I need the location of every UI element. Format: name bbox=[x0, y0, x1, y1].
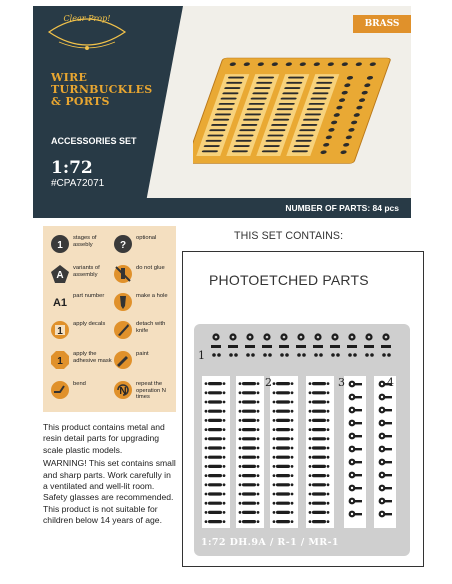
brass-turnbuckle bbox=[245, 113, 262, 115]
paint-icon bbox=[113, 350, 133, 370]
legend-item bbox=[113, 232, 175, 260]
brass-turnbuckle bbox=[267, 135, 284, 137]
brass-turnbuckle bbox=[235, 140, 252, 142]
product-notes bbox=[43, 422, 178, 529]
brass-turnbuckle bbox=[305, 113, 322, 115]
number-circle-icon bbox=[50, 234, 70, 254]
brass-turnbuckle bbox=[232, 150, 249, 152]
fret-marking: 1:72 DH.9A / R-1 / MR-1 bbox=[201, 537, 339, 548]
mask-octagon-icon bbox=[50, 350, 70, 370]
brass-turnbuckle bbox=[241, 124, 258, 126]
legend-label: apply decals bbox=[73, 321, 106, 327]
product-title bbox=[51, 72, 161, 108]
legend-glyph: 1 bbox=[57, 356, 63, 367]
brass-turnbuckle bbox=[265, 140, 282, 142]
box-art bbox=[33, 6, 411, 218]
variant-pentagon-icon bbox=[50, 264, 70, 284]
brass-turnbuckle bbox=[205, 140, 222, 142]
brass-turnbuckle bbox=[202, 150, 219, 152]
brass-turnbuckle bbox=[277, 108, 294, 110]
legend-item bbox=[113, 262, 175, 290]
legend-label: variants of assembly bbox=[73, 265, 100, 278]
brass-turnbuckle bbox=[273, 119, 290, 121]
brass-turnbuckle bbox=[275, 113, 292, 115]
brass-turnbuckle bbox=[248, 103, 265, 105]
legend-item bbox=[50, 378, 112, 406]
brass-turnbuckle bbox=[318, 77, 335, 79]
legend-label: repeat the operation N times bbox=[136, 381, 166, 401]
description-text: This product contains metal and resin detail parts for upgrading scale plastic models. bbox=[43, 422, 165, 455]
legend-glyph: A1 bbox=[52, 297, 68, 309]
product-code: #CPA72071 bbox=[51, 178, 105, 189]
legend-item bbox=[50, 232, 112, 260]
legend-glyph: N bbox=[119, 386, 127, 397]
brass-turnbuckle bbox=[262, 150, 279, 152]
brass-turnbuckle bbox=[297, 135, 314, 137]
brass-turnbuckle bbox=[301, 124, 318, 126]
product-subtitle: ACCESSORIES SET bbox=[51, 136, 137, 146]
brass-turnbuckle bbox=[243, 119, 260, 121]
brass-turnbuckle bbox=[310, 98, 327, 100]
brass-turnbuckle bbox=[217, 108, 234, 110]
brass-fret-image bbox=[193, 50, 393, 190]
decal-icon bbox=[50, 320, 70, 340]
brass-turnbuckle bbox=[209, 129, 226, 131]
brass-turnbuckle bbox=[254, 87, 271, 89]
legend-glyph: 1 bbox=[57, 240, 63, 251]
brass-turnbuckle bbox=[292, 150, 309, 152]
brass-turnbuckle bbox=[239, 129, 256, 131]
brass-turnbuckle bbox=[258, 77, 275, 79]
brass-turnbuckle bbox=[308, 103, 325, 105]
brass-turnbuckle bbox=[213, 119, 230, 121]
brass-turnbuckle bbox=[215, 113, 232, 115]
fret-strip bbox=[374, 376, 396, 528]
brass-turnbuckle bbox=[250, 98, 267, 100]
brass-turnbuckle bbox=[314, 87, 331, 89]
legend-label: apply the adhesive mask bbox=[73, 351, 112, 364]
fret-strip bbox=[270, 376, 298, 528]
legend-item bbox=[50, 348, 112, 376]
legend-glyph: A bbox=[56, 270, 64, 281]
section-label: 2 bbox=[265, 376, 272, 389]
brass-turnbuckle bbox=[237, 135, 254, 137]
brass-turnbuckle bbox=[282, 92, 299, 94]
legend-label: detach with knife bbox=[136, 321, 166, 334]
brass-turnbuckle bbox=[293, 145, 310, 147]
knife-icon bbox=[113, 320, 133, 340]
brass-turnbuckle bbox=[299, 129, 316, 131]
brass-turnbuckle bbox=[303, 119, 320, 121]
panel-title: PHOTOETCHED PARTS bbox=[209, 272, 369, 288]
brass-turnbuckle bbox=[220, 98, 237, 100]
brass-turnbuckle bbox=[203, 145, 220, 147]
warning-text: WARNING! This set contains small and sharp parts. Work carefully in a ventilated and well-lit room. Safety glasses are recommended. This product is not suitable for children below 14 years of age. bbox=[43, 458, 176, 526]
brass-turnbuckle bbox=[247, 108, 264, 110]
brass-turnbuckle bbox=[295, 140, 312, 142]
legend-glyph: ? bbox=[119, 240, 127, 251]
section-label: 4 bbox=[387, 376, 394, 389]
brass-turnbuckle bbox=[280, 98, 297, 100]
brass-turnbuckle bbox=[263, 145, 280, 147]
no-glue-icon bbox=[113, 264, 133, 284]
drill-icon bbox=[113, 292, 133, 312]
set-contains-heading: THIS SET CONTAINS: bbox=[234, 230, 344, 242]
legend-label: bend bbox=[73, 381, 86, 387]
legend-item bbox=[50, 290, 112, 318]
brass-turnbuckle bbox=[256, 82, 273, 84]
brass-turnbuckle bbox=[288, 77, 305, 79]
brand-name: Clear Prop! bbox=[63, 14, 111, 23]
brass-turnbuckle bbox=[222, 92, 239, 94]
legend-item bbox=[113, 318, 175, 346]
brass-turnbuckle bbox=[233, 145, 250, 147]
title-line: TURNBUCKLES bbox=[51, 83, 153, 96]
material-badge: BRASS bbox=[353, 15, 411, 33]
bend-icon bbox=[50, 380, 70, 400]
legend-glyph: 1 bbox=[57, 326, 63, 337]
fret-strip bbox=[344, 376, 366, 528]
brass-turnbuckle bbox=[271, 124, 288, 126]
brass-turnbuckle bbox=[224, 87, 241, 89]
brass-turnbuckle bbox=[218, 103, 235, 105]
brass-turnbuckle bbox=[278, 103, 295, 105]
brass-turnbuckle bbox=[226, 82, 243, 84]
title-line: WIRE bbox=[51, 71, 88, 84]
section-label: 3 bbox=[338, 376, 345, 389]
fret-strip bbox=[236, 376, 264, 528]
legend-label: stages of assebly bbox=[73, 235, 97, 248]
photoetched-panel bbox=[182, 251, 424, 567]
brass-turnbuckle bbox=[307, 108, 324, 110]
brass-turnbuckle bbox=[207, 135, 224, 137]
legend-item bbox=[50, 318, 112, 346]
photoetched-fret-image bbox=[194, 324, 410, 556]
legend-label: optional bbox=[136, 235, 157, 241]
legend-item bbox=[113, 378, 175, 406]
legend-label: paint bbox=[136, 351, 149, 357]
part-number-icon bbox=[50, 292, 70, 312]
section-label: 1 bbox=[198, 349, 205, 362]
parts-count: NUMBER OF PARTS: 84 pcs bbox=[285, 203, 399, 213]
legend-label: make a hole bbox=[136, 293, 168, 299]
brass-turnbuckle bbox=[312, 92, 329, 94]
legend-label: part number bbox=[73, 293, 105, 299]
brass-turnbuckle bbox=[316, 82, 333, 84]
fret-strip bbox=[202, 376, 230, 528]
repeat-icon bbox=[113, 380, 133, 400]
question-circle-icon bbox=[113, 234, 133, 254]
brass-turnbuckle bbox=[284, 87, 301, 89]
legend-label: do not glue bbox=[136, 265, 165, 271]
legend-item bbox=[50, 262, 112, 290]
brass-turnbuckle bbox=[286, 82, 303, 84]
brass-turnbuckle bbox=[252, 92, 269, 94]
brass-turnbuckle bbox=[228, 77, 245, 79]
symbols-legend bbox=[43, 226, 176, 412]
title-line: & PORTS bbox=[51, 95, 110, 108]
legend-item bbox=[113, 290, 175, 318]
brass-turnbuckle bbox=[211, 124, 228, 126]
legend-item bbox=[113, 348, 175, 376]
scale-label: 1:72 bbox=[51, 158, 93, 178]
brass-turnbuckle bbox=[269, 129, 286, 131]
fret-strip bbox=[306, 376, 334, 528]
